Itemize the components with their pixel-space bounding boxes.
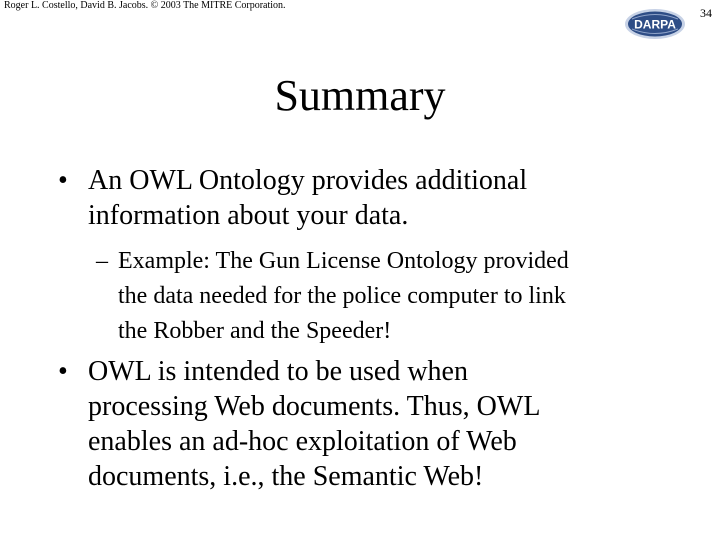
sub-bullet-item xyxy=(96,244,666,349)
bullet-text xyxy=(88,354,658,494)
bullet-text xyxy=(88,163,658,233)
bullet-line: documents, i.e., the Semantic Web! xyxy=(88,461,484,492)
sub-bullet-line: Example: The Gun License Ontology provided xyxy=(118,248,569,274)
darpa-logo xyxy=(624,8,686,40)
sub-bullet-marker: – xyxy=(96,248,108,274)
bullet-item xyxy=(58,163,658,233)
bullet-line: information about your data. xyxy=(88,200,409,231)
bullet-marker: • xyxy=(58,165,68,196)
sub-bullet-line: the data needed for the police computer to link xyxy=(118,283,566,309)
sub-bullet-text xyxy=(118,244,666,349)
bullet-line: OWL is intended to be used when xyxy=(88,356,468,387)
bullet-line: processing Web documents. Thus, OWL xyxy=(88,391,541,422)
bullet-line: An OWL Ontology provides additional xyxy=(88,165,528,196)
sub-bullet-line: the Robber and the Speeder! xyxy=(118,318,392,344)
page-number: 34 xyxy=(700,6,712,20)
bullet-item xyxy=(58,354,658,494)
slide-title: Summary xyxy=(274,71,446,120)
bullet-line: enables an ad-hoc exploitation of Web xyxy=(88,426,517,457)
copyright-notice: Roger L. Costello, David B. Jacobs. © 2003 The MITRE Corporation. xyxy=(4,0,286,11)
bullet-marker: • xyxy=(58,356,68,387)
logo-text: DARPA xyxy=(634,17,676,32)
